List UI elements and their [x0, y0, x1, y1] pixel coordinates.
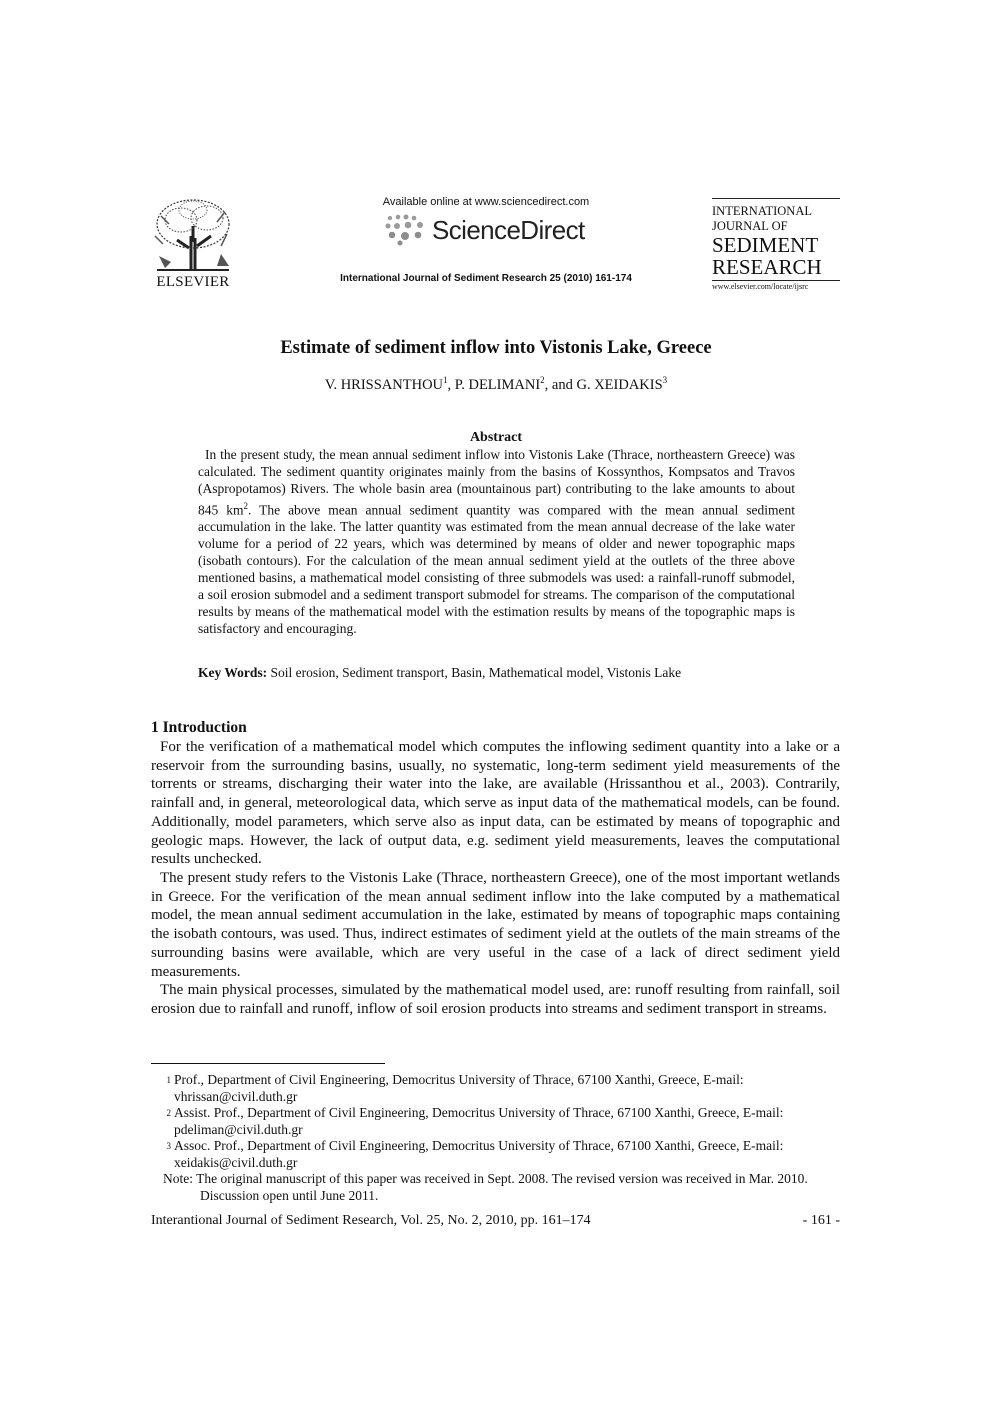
author-separator: , [447, 376, 455, 393]
footnote-rule [151, 1063, 385, 1064]
footnote [151, 1072, 840, 1105]
author-name: G. XEIDAKIS [576, 376, 663, 393]
elsevier-tree-icon [151, 196, 235, 272]
footnote-number: 1 [166, 1075, 171, 1085]
journal-citation: International Journal of Sediment Research 25 (2010) 161-174 [340, 273, 632, 284]
journal-logo-line: INTERNATIONAL [712, 204, 812, 218]
sciencedirect-logo [380, 212, 640, 248]
body-paragraph: The present study refers to the Vistonis Lake (Thrace, northeastern Greece), one of the most important wetlands in Greece. For the verification of the mean annual sediment inflow into the lake computed by a mathematical model, the mean annual sediment accumulation in the lake, estimated by means of topographic maps containing the isobath contours, was used. Thus, indirect estimates of sediment yield at the outlets of the main streams of the surrounding basins were available, which are very useful in the case of a lack of direct sediment yield measurements. [151, 870, 840, 980]
author-separator: , and [544, 376, 577, 393]
keywords-label: Key Words: [198, 665, 268, 680]
footnote-text: Assist. Prof., Department of Civil Engineering, Democritus University of Thrace, 67100 Xanthi, Greece, E-mail: pdeliman@civil.duth.gr [174, 1105, 784, 1137]
author-affiliation-mark: 1 [443, 375, 448, 385]
abstract-text: In the present study, the mean annual sediment inflow into Vistonis Lake (Thrace, northeastern Greece) was calculated. The sediment quantity originates mainly from the basins of Kossynthos, Kompsatos and Travos (Aspropotamos) Rivers. The whole basin area (mountainous part) contributing to the lake amounts to about 845 km [198, 447, 795, 518]
footnote [151, 1138, 840, 1171]
section-heading: 1 Introduction [151, 719, 247, 736]
author-name: V. HRISSANTHOU [324, 376, 444, 393]
keywords [198, 665, 798, 681]
abstract-body [198, 447, 795, 637]
elsevier-logo [151, 196, 235, 292]
abstract-superscript: 2 [243, 500, 248, 511]
journal-logo-line: SEDIMENT [712, 233, 819, 257]
author-list [0, 375, 992, 394]
manuscript-note [163, 1171, 833, 1204]
footnote [151, 1105, 840, 1138]
journal-logo-top-rule [712, 198, 840, 199]
journal-logo-line: JOURNAL OF [712, 219, 788, 233]
sciencedirect-dots-icon [380, 212, 432, 246]
author-affiliation-mark: 2 [540, 375, 545, 385]
available-online-text: Available online at www.sciencedirect.com [382, 196, 590, 208]
footnote-text: Assoc. Prof., Department of Civil Engineering, Democritus University of Thrace, 67100 Xanthi, Greece, E-mail: xeidakis@civil.duth.gr [174, 1138, 784, 1170]
sciencedirect-wordmark: ScienceDirect [432, 215, 585, 245]
author-affiliation-mark: 3 [662, 375, 668, 385]
abstract-text: . The above mean annual sediment quantity was compared with the mean annual sediment accumulation in the lake. The latter quantity was estimated from the mean annual decrease of the lake water volume for a period of 22 years, which was determined by means of older and newer topographic maps (isobath contours). For the calculation of the mean annual sediment yield at the outlets of the three above mentioned basins, a mathematical model consisting of three submodels was used: a rainfall-runoff submodel, a soil erosion submodel and a sediment transport submodel for streams. The comparison of the computational results by means of the mathematical model with the estimation results by means of the topographic maps is satisfactory and encouraging. [198, 502, 795, 636]
abstract-heading: Abstract [469, 430, 523, 445]
journal-logo-line: RESEARCH [712, 255, 822, 279]
footer-citation: Interantional Journal of Sediment Research, Vol. 25, No. 2, 2010, pp. 161–174 [151, 1213, 591, 1228]
journal-logo-url: www.elsevier.com/locate/ijsrc [712, 280, 840, 291]
body-paragraph: For the verification of a mathematical model which computes the inflowing sediment quantity into a lake or a reservoir from the surrounding basins, usually, no systematic, long-term sediment yield measurements of the torrents or streams, discharging their water into the lake, are available (Hrissanthou et al., 2003). Contrarily, rainfall and, in general, meteorological data, which serve as input data of the mathematical models, can be found. Additionally, model parameters, which serve also as input data, can be estimated by means of topographic and geologic maps. However, the lack of output data, e.g. sediment yield measurements, leaves the computational results unchecked. [151, 739, 840, 868]
footnote-number: 2 [166, 1108, 171, 1118]
page-number: - 161 - [802, 1213, 840, 1228]
footnote-text: Prof., Department of Civil Engineering, Democritus University of Thrace, 67100 Xanthi, Greece, E-mail: vhrissan@civil.duth.gr [174, 1072, 744, 1104]
footnote-number: 3 [166, 1141, 171, 1151]
keywords-text: Soil erosion, Sediment transport, Basin, Mathematical model, Vistonis Lake [270, 665, 682, 680]
manuscript-note-text: Note: The original manuscript of this paper was received in Sept. 2008. The revised version was received in Mar. 2010. Discussion open until June 2011. [163, 1171, 808, 1203]
body-paragraph: The main physical processes, simulated by the mathematical model used, are: runoff resulting from rainfall, soil erosion due to rainfall and runoff, inflow of soil erosion products into streams and sediment transport in streams. [151, 982, 840, 1017]
author-name: P. DELIMANI [454, 376, 541, 393]
elsevier-wordmark: ELSEVIER [156, 274, 230, 290]
paper-title: Estimate of sediment inflow into Vistonis Lake, Greece [280, 338, 712, 358]
journal-logo [712, 198, 840, 291]
